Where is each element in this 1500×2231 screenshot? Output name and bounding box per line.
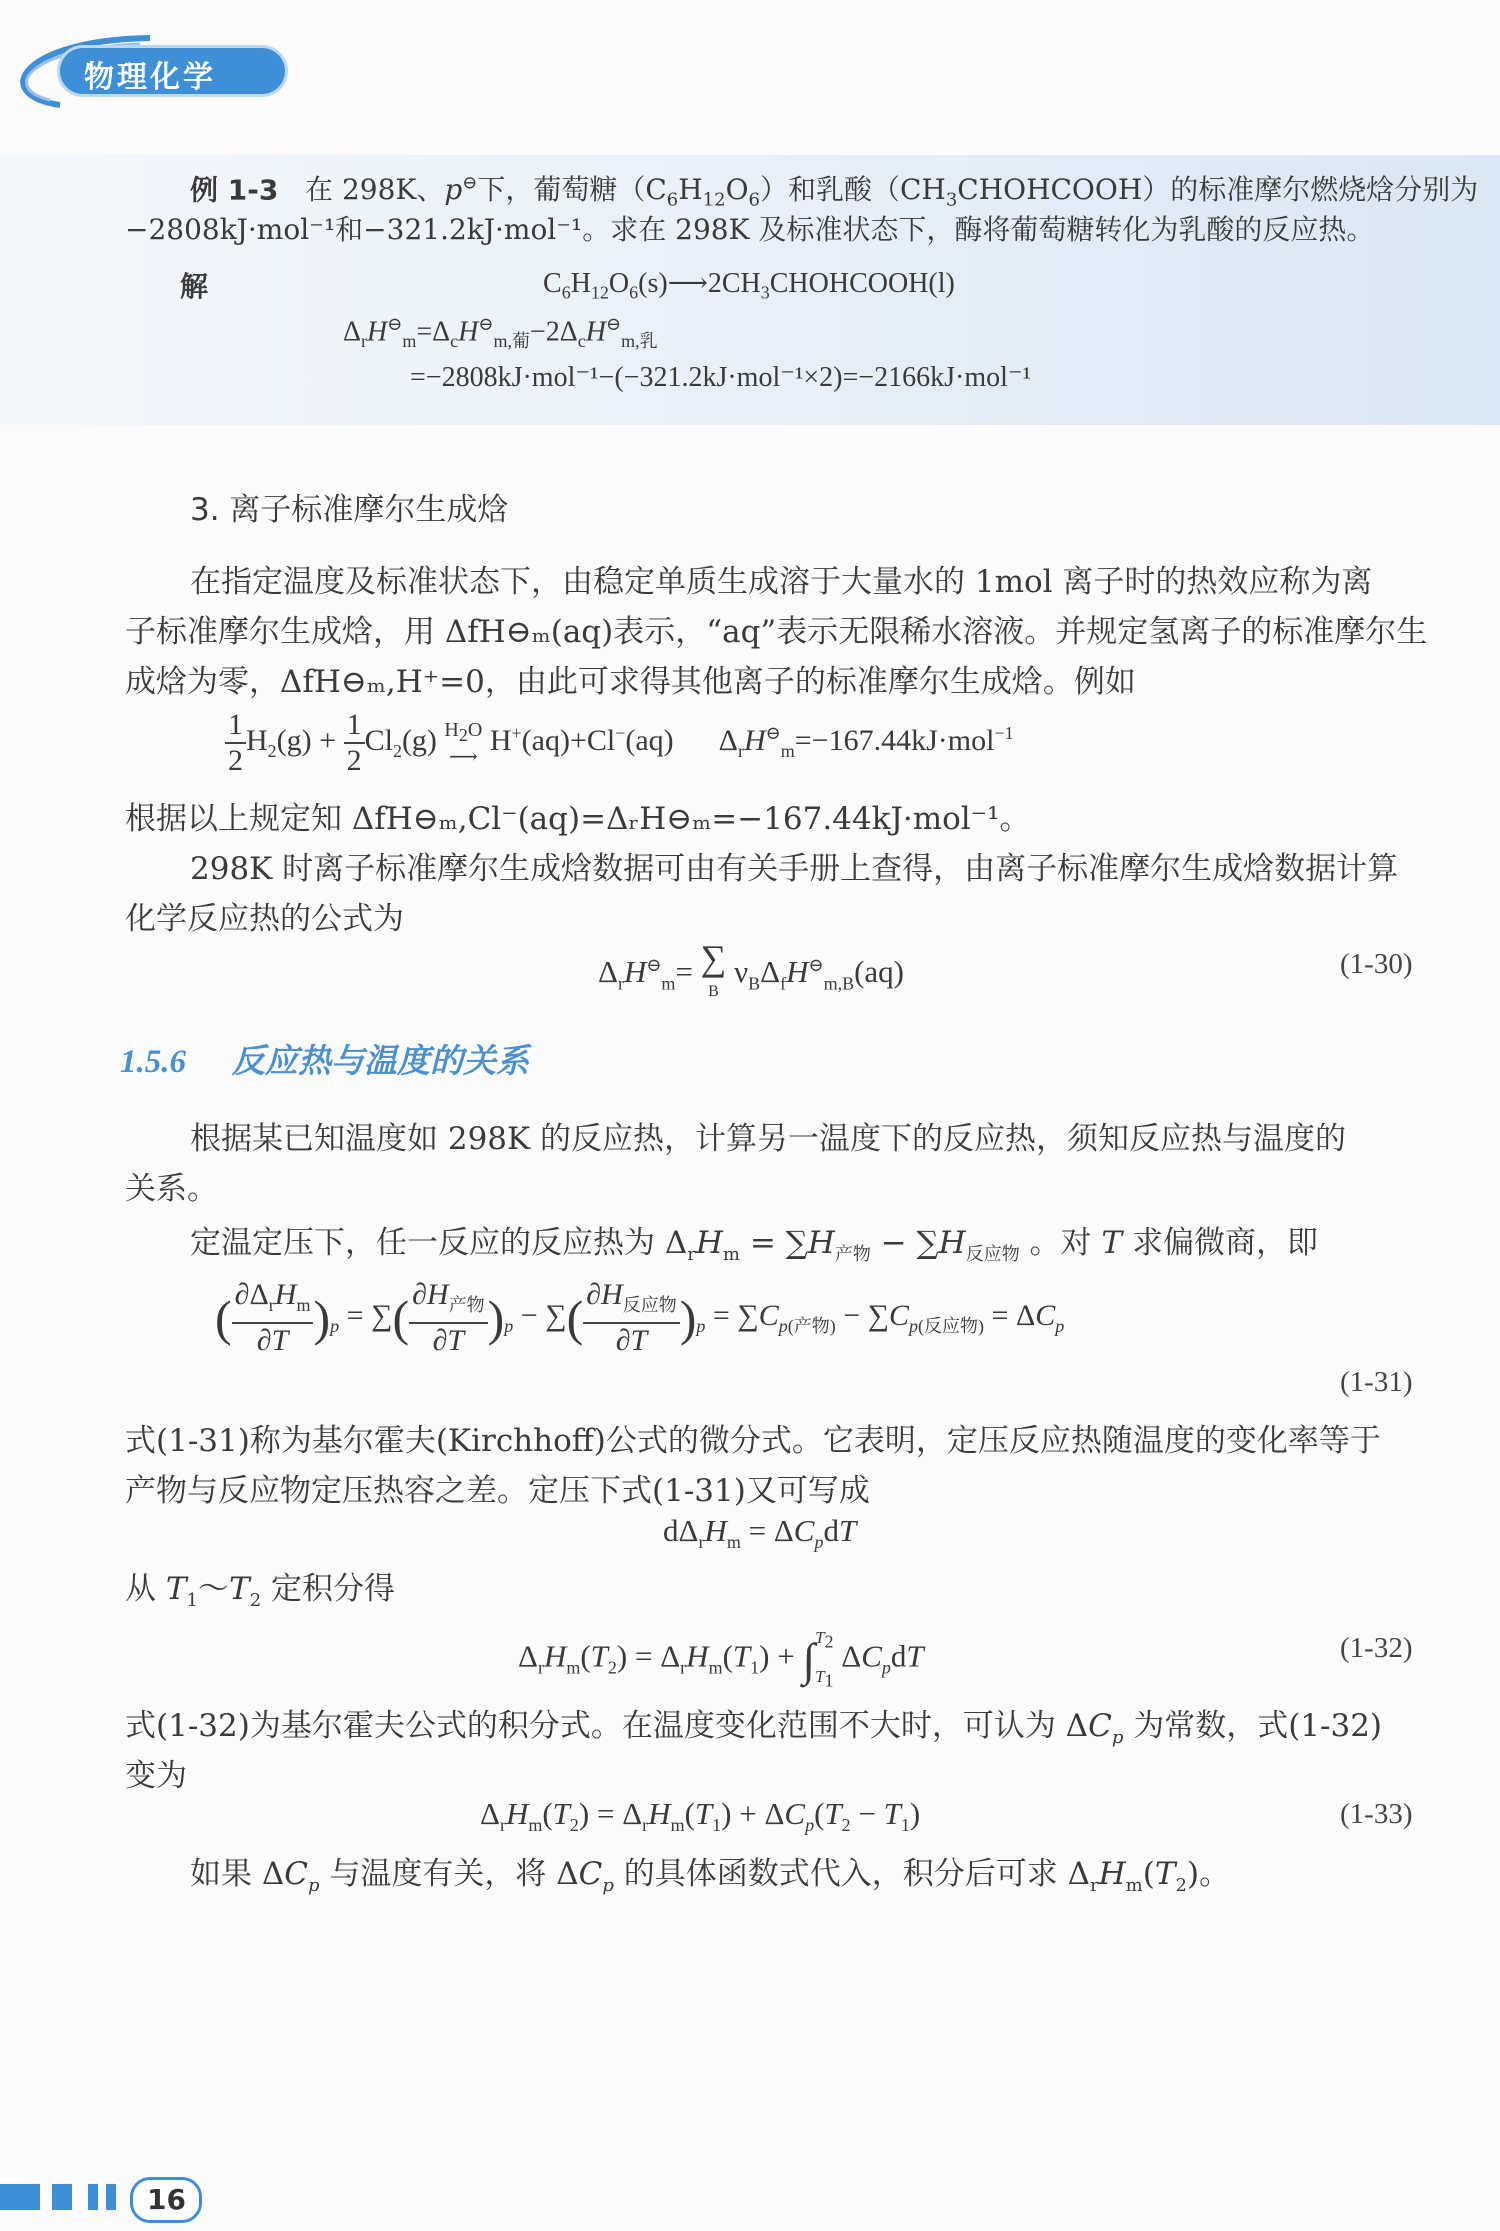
eq-1-33: $\Delta_rH_m(T_2) = \Delta_rH_m(T_1) + \Delta C_p(T_2 - T_1)$ xyxy=(480,1796,921,1836)
eq-1-31-label: (1-31) xyxy=(1340,1366,1413,1398)
section-title: 反应热与温度的关系 xyxy=(231,1041,529,1080)
example-label: 例 1-3 xyxy=(190,173,279,207)
s3-reaction-eq: $\frac{1}{2}$ $H_2(g)$ + $\frac{1}{2}$ $Cl_2(g)$ $H_2O$ ⟶ H+(aq)+Cl−(aq) $\Delta_rH^⊖_m=-167.44kJ\cdot mol^{-1}$ xyxy=(225,708,1014,778)
s156-p3-line1: 式(1-31)称为基尔霍夫(Kirchhoff)公式的微分式。它表明，定压反应热随温度的变化率等于 xyxy=(125,1423,1381,1459)
eq-1-33-label: (1-33) xyxy=(1340,1798,1413,1830)
eq-1-31: ( $\frac{\partial\Delta_rH_m}{\partial T}$ )$_p$ = ∑( $\frac{\partial H_{产物}}{\partial T}$ )$_p$ − ∑( $\frac{\partial H_{反应物}}{\partial T}$ )$_p = \sum C_{p(产物)} - \sum C_{p(反应物)} = \Delta C_p$ xyxy=(215,1278,1065,1357)
page-number-badge xyxy=(130,2177,202,2223)
s3-p3-line2: 化学反应热的公式为 xyxy=(125,901,404,937)
eq-1-30: $\Delta_rH^⊖_m=$ ∑ B $\nu_B\Delta_fH^⊖_{m,B}(aq)$ xyxy=(598,938,904,1000)
example-line1 xyxy=(190,167,1478,218)
header-pill xyxy=(60,48,285,94)
s3-p2: 根据以上规定知 ΔfH⊖ₘ,Cl⁻(aq)=ΔᵣH⊖ₘ=−167.44kJ·mol⁻¹。 xyxy=(125,801,1031,837)
s156-p3-line2: 产物与反应物定压热容之差。定压下式(1-31)又可写成 xyxy=(125,1473,870,1509)
section-number: 1.5.6 xyxy=(120,1044,186,1080)
s156-p1-line1: 根据某已知温度如 298K 的反应热，计算另一温度下的反应热，须知反应热与温度的 xyxy=(190,1121,1347,1157)
s156-p1-line2: 关系。 xyxy=(125,1171,218,1207)
footer-bar-decoration xyxy=(0,2184,140,2210)
s156-p5-line2: 变为 xyxy=(125,1758,187,1794)
example-eq2: =−2808kJ·mol⁻¹−(−321.2kJ·mol⁻¹×2)=−2166kJ·mol⁻¹ xyxy=(410,362,1032,393)
solution-label: 解 xyxy=(180,270,209,303)
s156-p5-line1: 式(1-32)为基尔霍夫公式的积分式。在温度变化范围不大时，可认为 $\Delta C_p$ 为常数，式(1-32) xyxy=(125,1708,1383,1749)
s3-p1-line2: 子标准摩尔生成焓，用 ΔfH⊖ₘ(aq)表示，“aq”表示无限稀水溶液。并规定氢离子的标准摩尔生 xyxy=(125,614,1428,650)
example-text-1: 在 298K、p⊖下，葡萄糖$(C_6H_{12}O_6)$和乳酸$(CH_3CHOHCOOH)$的标准摩尔燃烧焓分别为 xyxy=(287,173,1479,211)
example-eq1: $\Delta_rH^⊖_m=\Delta_cH^⊖_{m,葡}-2\Delta_cH^⊖_{m,乳}$ xyxy=(343,314,658,351)
s3-p1-line1: 在指定温度及标准状态下，由稳定单质生成溶于大量水的 1mol 离子时的热效应称为离 xyxy=(190,564,1373,600)
eq-diff: $d\Delta_rH_m = \Delta C_pdT$ xyxy=(663,1513,857,1553)
section3-heading: 3. 离子标准摩尔生成焓 xyxy=(190,492,509,528)
page-number: 16 xyxy=(147,2183,186,2216)
s156-p4: 从 $T_1\sim T_2$ 定积分得 xyxy=(125,1571,395,1612)
example-line2: −2808kJ·mol⁻¹和−321.2kJ·mol⁻¹。求在 298K 及标准状态下，酶将葡萄糖转化为乳酸的反应热。 xyxy=(125,213,1375,246)
s156-p6: 如果 $\Delta C_p$ 与温度有关，将 $\Delta C_p$ 的具体函数式代入，积分后可求 $\Delta_rH_m(T_2)$。 xyxy=(190,1856,1231,1897)
s3-p3-line1: 298K 时离子标准摩尔生成焓数据可由有关手册上查得，由离子标准摩尔生成焓数据计算 xyxy=(190,851,1399,887)
eq-1-32: $\Delta_rH_m(T_2) = \Delta_rH_m(T_1) + \int T_2$ $T_1$ $\Delta C_pdT$ xyxy=(518,1628,924,1691)
book-title: 物理化学 xyxy=(84,60,216,95)
eq-1-30-label: (1-30) xyxy=(1340,948,1413,980)
s3-p1-line3: 成焓为零，ΔfH⊖ₘ,H⁺=0，由此可求得其他离子的标准摩尔生成焓。例如 xyxy=(125,664,1136,700)
s156-p2: 定温定压下，任一反应的反应热为 $\Delta_rH_m = \sum H_{产物} - \sum H_{反应物}$ 。对 T 求偏微商，即 xyxy=(190,1225,1318,1266)
section156-heading xyxy=(120,1035,529,1082)
example-reaction: $C_6H_{12}O_6(s)⟶2CH_3CHOHCOOH(l)$ xyxy=(543,268,955,303)
eq-1-32-label: (1-32) xyxy=(1340,1632,1413,1664)
